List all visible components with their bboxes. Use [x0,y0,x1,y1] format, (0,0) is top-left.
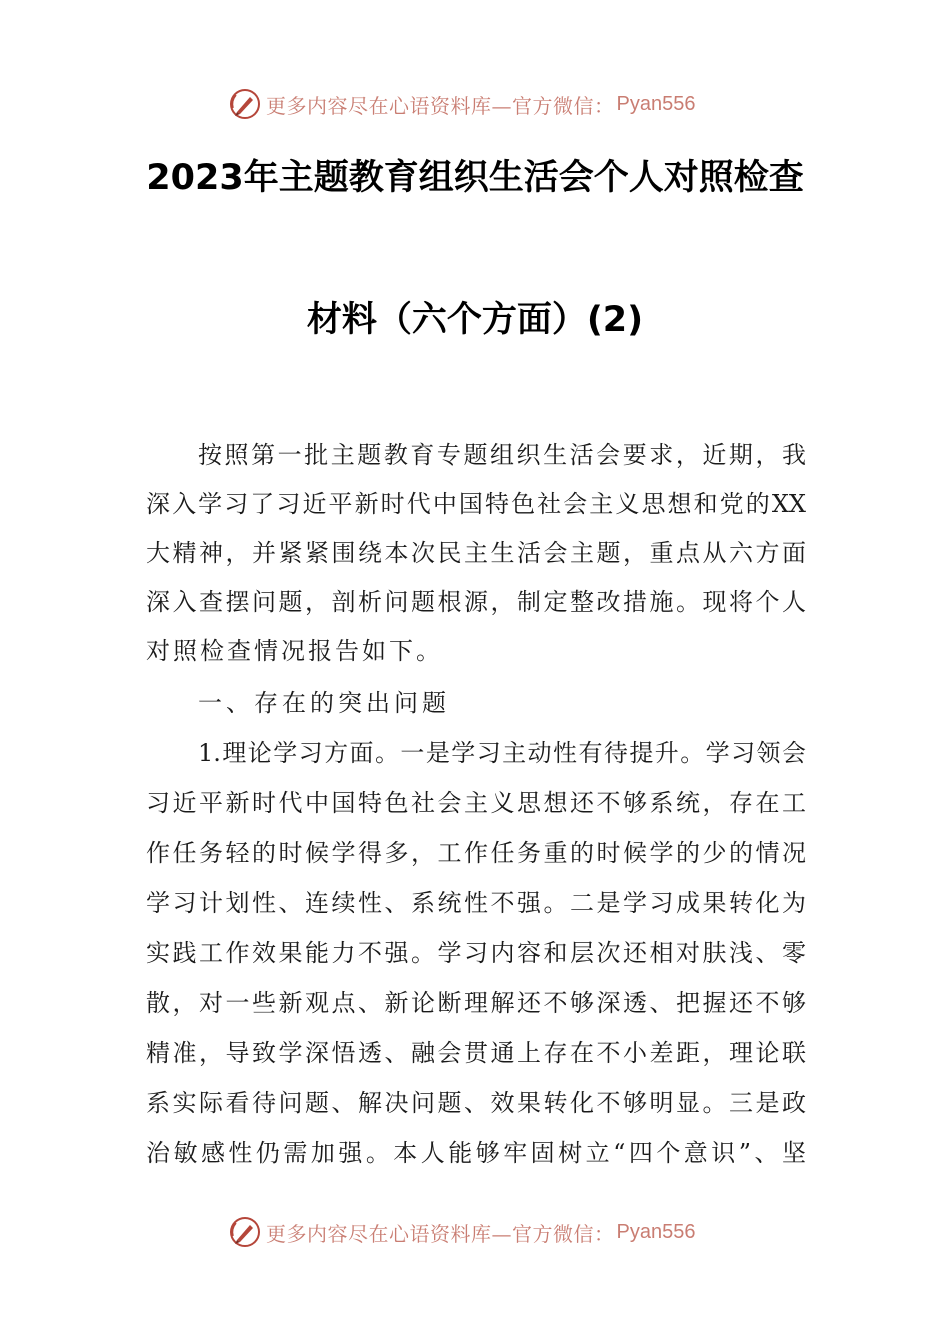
body-line: 作任务轻的时候学得多，工作任务重的时候学的少的情况 [146,839,806,867]
document-title-line-2: 材料（六个方面）(2) [306,300,644,340]
body-line: 治敏感性仍需加强。本人能够牢固树立“四个意识”、坚 [146,1139,806,1167]
body-line: 系实际看待问题、解决问题、效果转化不够明显。三是政 [146,1089,806,1117]
body-line: 散，对一些新观点、新论断理解还不够深透、把握还不够 [146,989,806,1017]
document-title-line-1: 2023年主题教育组织生活会个人对照检查 [146,158,804,198]
body-line: 深入学习了习近平新时代中国特色社会主义思想和党的XX [146,490,806,518]
body-line: 学习计划性、连续性、系统性不强。二是学习成果转化为 [146,889,806,917]
body-line: 按照第一批主题教育专题组织生活会要求，近期，我 [198,441,806,469]
body-line: 1.理论学习方面。一是学习主动性有待提升。学习领会 [198,739,806,767]
body-line: 深入查摆问题，剖析问题根源，制定整改措施。现将个人 [146,588,806,616]
body-line: 对照检查情况报告如下。 [146,637,443,665]
body-line: 精准，导致学深悟透、融会贯通上存在不小差距，理论联 [146,1039,806,1067]
watermark-header [228,84,748,124]
watermark-text: 更多内容尽在心语资料库—官方微信： [266,1221,615,1246]
watermark-text: 更多内容尽在心语资料库—官方微信： [266,93,615,118]
watermark-wechat-id: Pyan556 [616,92,696,115]
pen-logo-icon [228,87,262,121]
section-heading: 一、存在的突出问题 [198,689,450,717]
watermark-footer [228,1212,748,1252]
pen-logo-icon [228,1215,262,1249]
body-line: 习近平新时代中国特色社会主义思想还不够系统，存在工 [146,789,806,817]
watermark-wechat-id: Pyan556 [616,1220,696,1243]
body-line: 实践工作效果能力不强。学习内容和层次还相对肤浅、零 [146,939,806,967]
body-line: 大精神，并紧紧围绕本次民主生活会主题，重点从六方面 [146,539,806,567]
